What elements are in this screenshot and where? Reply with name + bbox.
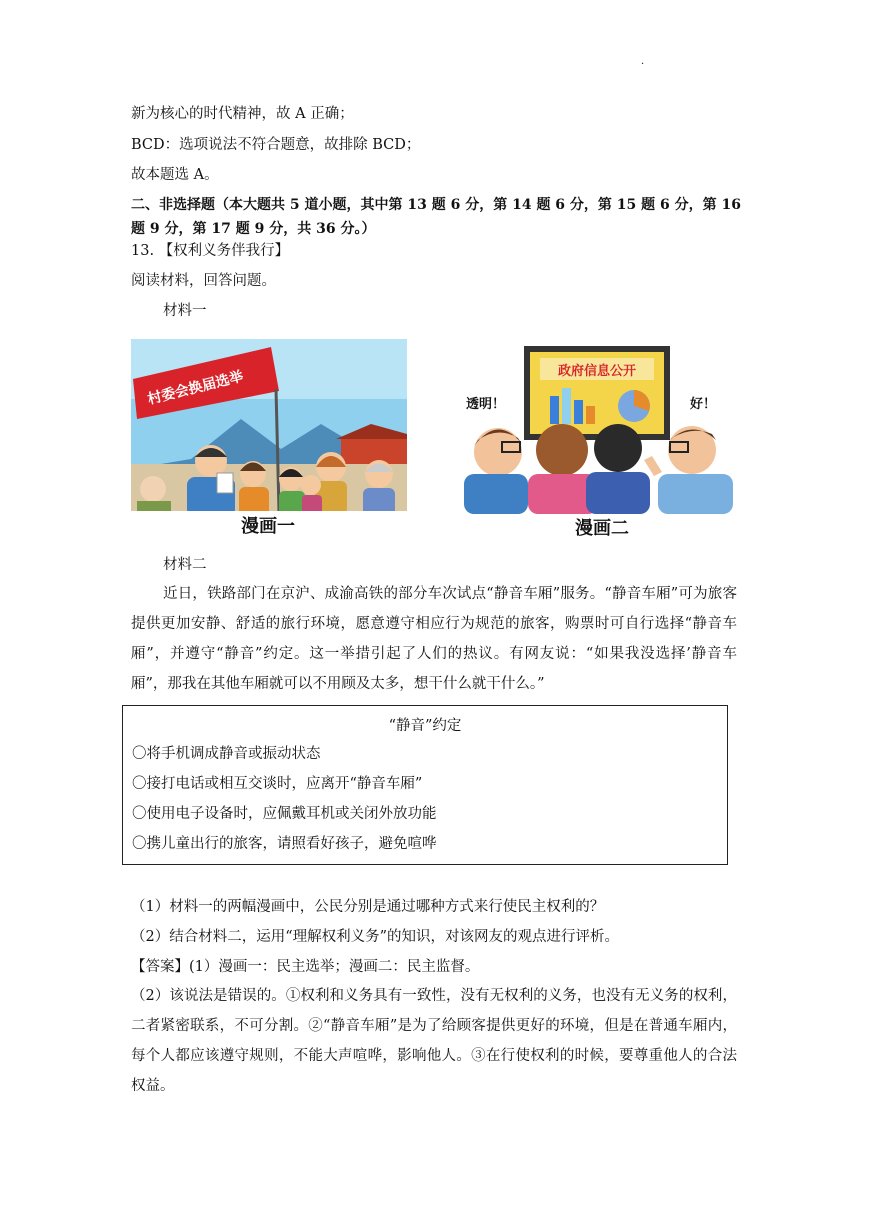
silent-carriage-rules-box — [122, 705, 728, 865]
comic-two-speech-right: 好！ — [690, 397, 717, 412]
comic-one-caption: 漫画一 — [241, 516, 295, 537]
corner-dot: . — [641, 56, 645, 67]
text-line-1: 新为核心的时代精神，故 A 正确； — [131, 106, 354, 122]
comic-two-illustration — [458, 334, 733, 514]
answer-line: 【答案】(1）漫画一：民主选举；漫画二：民主监督。 — [131, 959, 480, 975]
question-title: 13. 【权利义务伴我行】 — [131, 243, 290, 259]
rules-item: 〇接打电话或相互交谈时，应离开“静音车厢” — [132, 776, 423, 792]
rules-item: 〇使用电子设备时，应佩戴耳机或关闭外放功能 — [132, 806, 437, 822]
comic-one-banner-text: 村委会换届选举 — [146, 368, 246, 408]
question-1: （1）材料一的两幅漫画中，公民分别是通过哪种方式来行使民主权利的？ — [131, 899, 605, 915]
question-2: （2）结合材料二，运用“理解权利义务”的知识，对该网友的观点进行评析。 — [131, 929, 620, 945]
text-line-2: BCD：选项说法不符合题意，故排除 BCD； — [131, 137, 421, 153]
comic-one-illustration — [131, 339, 407, 511]
material1-label: 材料一 — [163, 303, 207, 319]
text-line-3: 故本题选 A。 — [131, 167, 219, 183]
comic-two-board-title: 政府信息公开 — [557, 364, 637, 379]
comic-two-caption: 漫画二 — [575, 518, 629, 539]
material2-paragraph: 近日，铁路部门在京沪、成渝高铁的部分车次试点“静音车厢”服务。“静音车厢”可为旅客提供更加安静、舒适的旅行环境，愿意遵守相应行为规范的旅客，购票时可自行选择“静音车厢”，并遵守“静音”约定。这一举措引起了人们的热议。有网友说：“如果我没选择’静音车厢”，那我在其他车厢就可以不用顾及太多，想干什么就干什么。” — [131, 586, 737, 692]
section-heading-line-2: 题 9 分，第 17 题 9 分，共 36 分。） — [131, 221, 376, 237]
instruction: 阅读材料，回答问题。 — [131, 273, 276, 289]
section-heading-line-1: 二、非选择题（本大题共 5 道小题，其中第 13 题 6 分，第 14 题 6 分，第 15 题 6 分，第 16 — [131, 197, 742, 213]
answer-2-paragraph: （2）该说法是错误的。①权利和义务具有一致性，没有无权利的义务，也没有无义务的权利，二者紧密联系，不可分割。②“静音车厢”是为了给顾客提供更好的环境，但是在普通车厢内，每个人都应该遵守规则，不能大声喧哗，影响他人。③在行使权利的时候，要尊重他人的合法权益。 — [131, 988, 737, 1094]
rules-item: 〇将手机调成静音或振动状态 — [132, 746, 321, 762]
rules-item: 〇携儿童出行的旅客，请照看好孩子，避免喧哗 — [132, 836, 437, 852]
comic-two-speech-left: 透明！ — [466, 397, 506, 412]
material2-label: 材料二 — [163, 557, 207, 573]
rules-box-title: “静音”约定 — [388, 718, 462, 734]
